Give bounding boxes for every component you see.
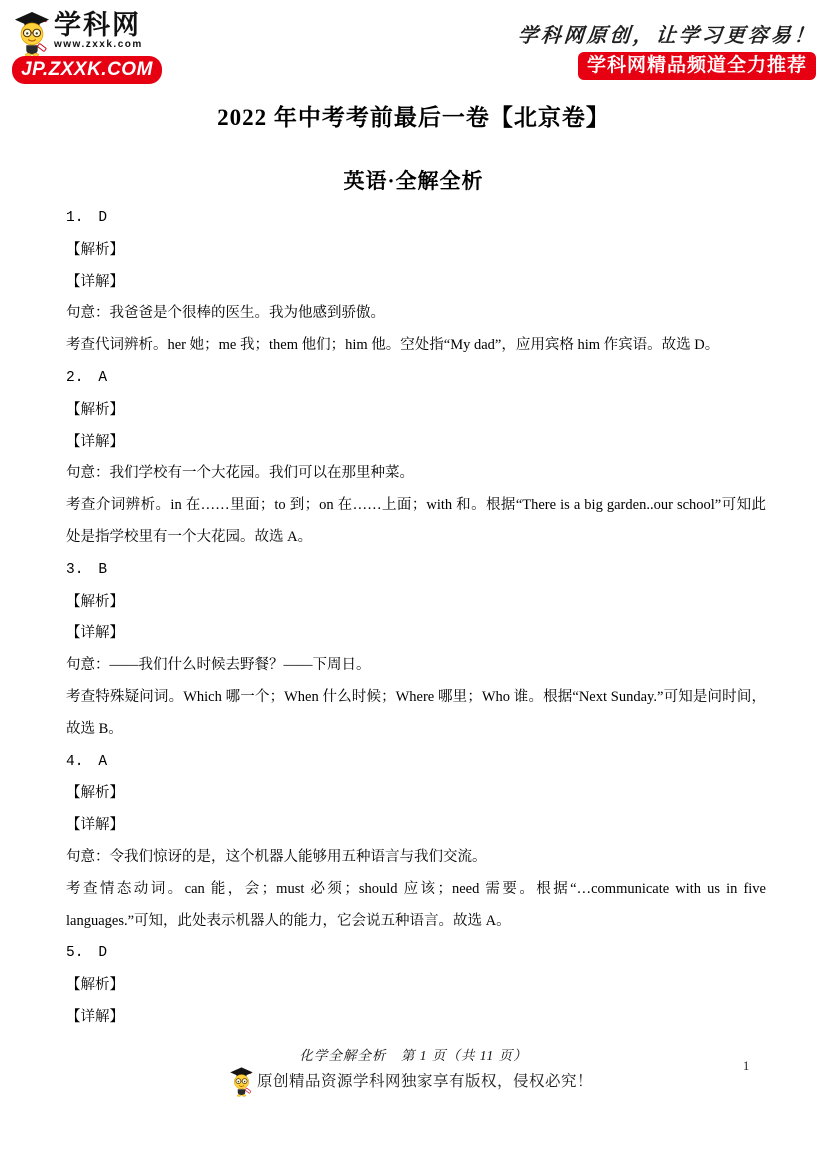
detail-label: 【详解】 [66,273,124,290]
answer-number [66,554,766,587]
sentence-meaning: 句意：——我们什么时候去野餐？——下周日。 [66,657,371,674]
page-subtitle: 英语·全解全析 [343,169,484,193]
detail-label: 【详解】 [66,433,124,450]
sentence-meaning: 句意：我爸爸是个很棒的医生。我为他感到骄傲。 [66,305,385,322]
detail-label: 【详解】 [66,817,124,834]
promo-badge: 学科网精品频道全力推荐 [578,52,816,80]
answer-item-4 [66,746,766,938]
answer-number [66,202,766,235]
zxxk-mascot-icon [13,7,51,57]
answer-item-2 [66,362,766,554]
brand-name: 学科网 [54,10,141,40]
answer-number [66,746,766,779]
jp-zxxk-badge: JP.ZXXK.COM [12,56,162,84]
answer-item-1 [66,202,766,362]
brand-url: www.zxxk.com [54,39,143,50]
item-choice: A [98,369,108,386]
page-number: 1 [743,1059,750,1073]
item-number: 5. [66,945,84,962]
item-choice: B [98,561,108,578]
analysis-label: 【解析】 [66,401,124,418]
analysis-label: 【解析】 [66,241,124,258]
zxxk-mascot-icon [229,1064,254,1097]
copyright-line [229,1063,593,1097]
answer-body [66,202,766,1034]
item-number: 3. [66,561,84,578]
item-number: 4. [66,753,84,770]
explanation-text: 考查情态动词。can 能，会；must 必须；should 应该；need 需要。根据“…communicate with us in five languages.”可知，此处表示机器人的能力，它会说五种语言。故选 A。 [66,880,766,929]
detail-label: 【详解】 [66,1008,124,1025]
answer-item-3 [66,554,766,746]
handwritten-slogan: 学科网原创，让学习更容易！ [517,25,818,47]
page-title: 2022 年中考考前最后一卷【北京卷】 [217,105,610,130]
sentence-meaning: 句意：我们学校有一个大花园。我们可以在那里种菜。 [66,465,414,482]
item-number: 2. [66,369,84,386]
item-number: 1. [66,210,84,226]
zxxk-logo [13,7,143,57]
item-choice: D [98,945,108,962]
item-choice: A [98,753,108,770]
brand-text [54,7,143,50]
copyright-text: 原创精品资源学科网独家享有版权，侵权必究！ [257,1073,594,1090]
explanation-text: 考查介词辨析。in 在……里面；to 到；on 在……上面；with 和。根据“There is a big garden..our school”可知此处是指学校里有一个大花园。故选 A。 [66,497,766,545]
explanation-text: 考查代词辨析。her 她；me 我；them 他们；him 他。空处指“My dad”，应用宾格 him 作宾语。故选 D。 [66,337,720,354]
explanation-text: 考查特殊疑问词。Which 哪一个；When 什么时候；Where 哪里；Who 谁。根据“Next Sunday.”可知是问时间，故选 B。 [66,688,766,737]
analysis-label: 【解析】 [66,785,124,802]
analysis-label: 【解析】 [66,593,124,610]
item-choice: D [98,210,108,226]
detail-label: 【详解】 [66,625,124,642]
sentence-meaning: 句意：令我们惊讶的是，这个机器人能够用五种语言与我们交流。 [66,848,487,865]
footer-page-note: 化学全解全析 第 1 页（共 11 页） [299,1048,528,1063]
answer-number [66,362,766,395]
analysis-label: 【解析】 [66,977,124,994]
answer-item-5 [66,937,766,1033]
answer-number [66,937,766,970]
